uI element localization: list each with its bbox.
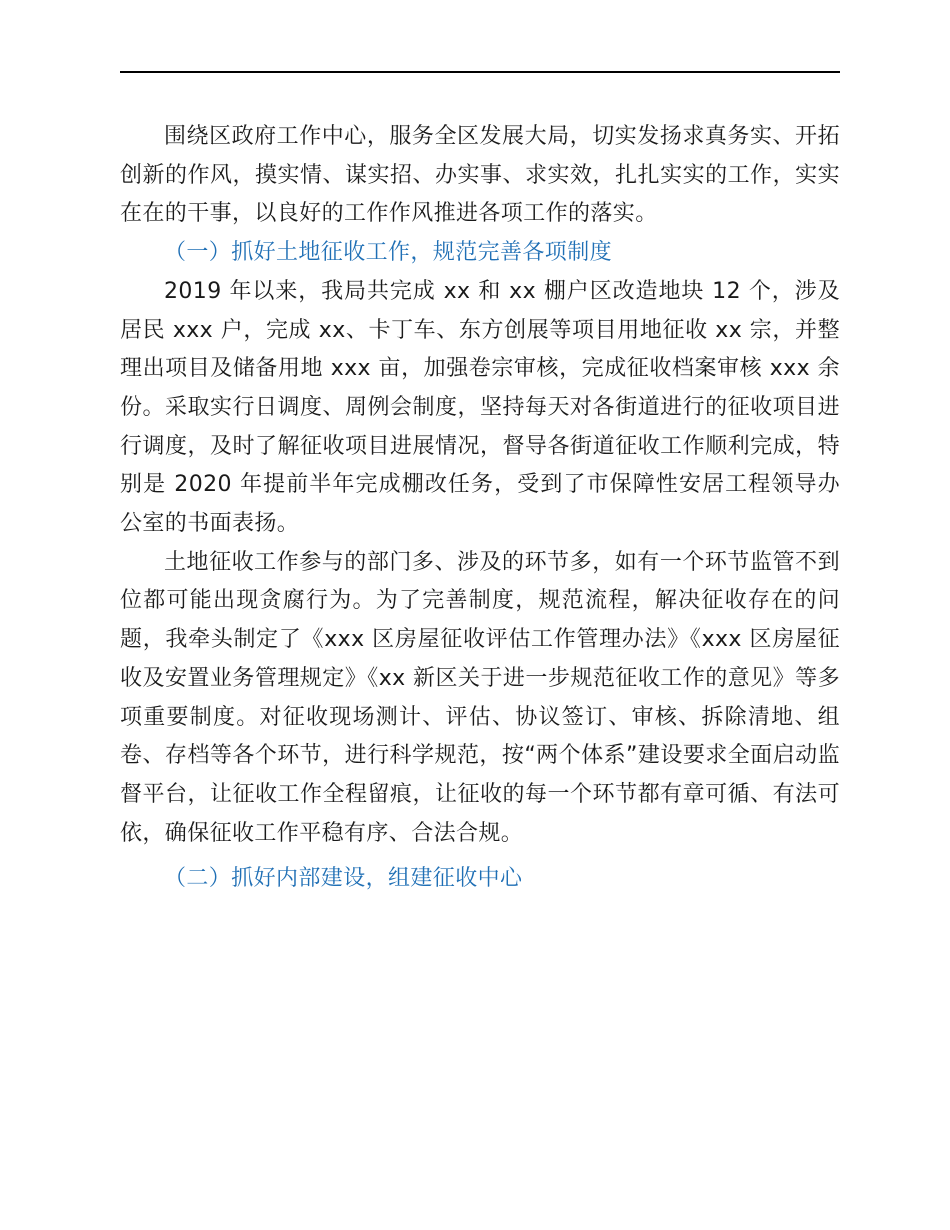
paragraph-land-acquisition: 2019 年以来，我局共完成 xx 和 xx 棚户区改造地块 12 个，涉及居民 xxx 户，完成 xx、卡丁车、东方创展等项目用地征收 xx 宗，并整理出项目及储备用地 xxx 亩，加强卷宗审核，完成征收档案审核 xxx 余份。采取实行日调度、周例会制度，坚持每天对各街道进行的征收项目进行调度，及时了解征收项目进展情况，督导各街道征收工作顺利完成，特别是 2020 年提前半年完成棚改任务，受到了市保障性安居工程领导办公室的书面表扬。 — [120, 278, 840, 537]
document-body — [120, 118, 840, 899]
section-heading-1: （一）抓好土地征收工作，规范完善各项制度 — [164, 240, 613, 266]
header-rule — [120, 71, 840, 73]
paragraph-intro: 围绕区政府工作中心，服务全区发展大局，切实发扬求真务实、开拓创新的作风，摸实情、谋实招、办实事、求实效，扎扎实实的工作，实实在在的干事，以良好的工作作风推进各项工作的落实。 — [120, 124, 840, 227]
paragraph-regulations: 土地征收工作参与的部门多、涉及的环节多，如有一个环节监管不到位都可能出现贪腐行为。为了完善制度，规范流程，解决征收存在的问题，我牵头制定了《xxx 区房屋征收评估工作管理办法》《xxx 区房屋征收及安置业务管理规定》《xx 新区关于进一步规范征收工作的意见》等多项重要制度。对征收现场测计、评估、协议签订、审核、拆除清地、组卷、存档等各个环节，进行科学规范，按“两个体系”建设要求全面启动监督平台，让征收工作全程留痕，让征收的每一个环节都有章可循、有法可依，确保征收工作平稳有序、合法合规。 — [120, 549, 840, 846]
section-heading-2: （二）抓好内部建设，组建征收中心 — [164, 866, 523, 892]
